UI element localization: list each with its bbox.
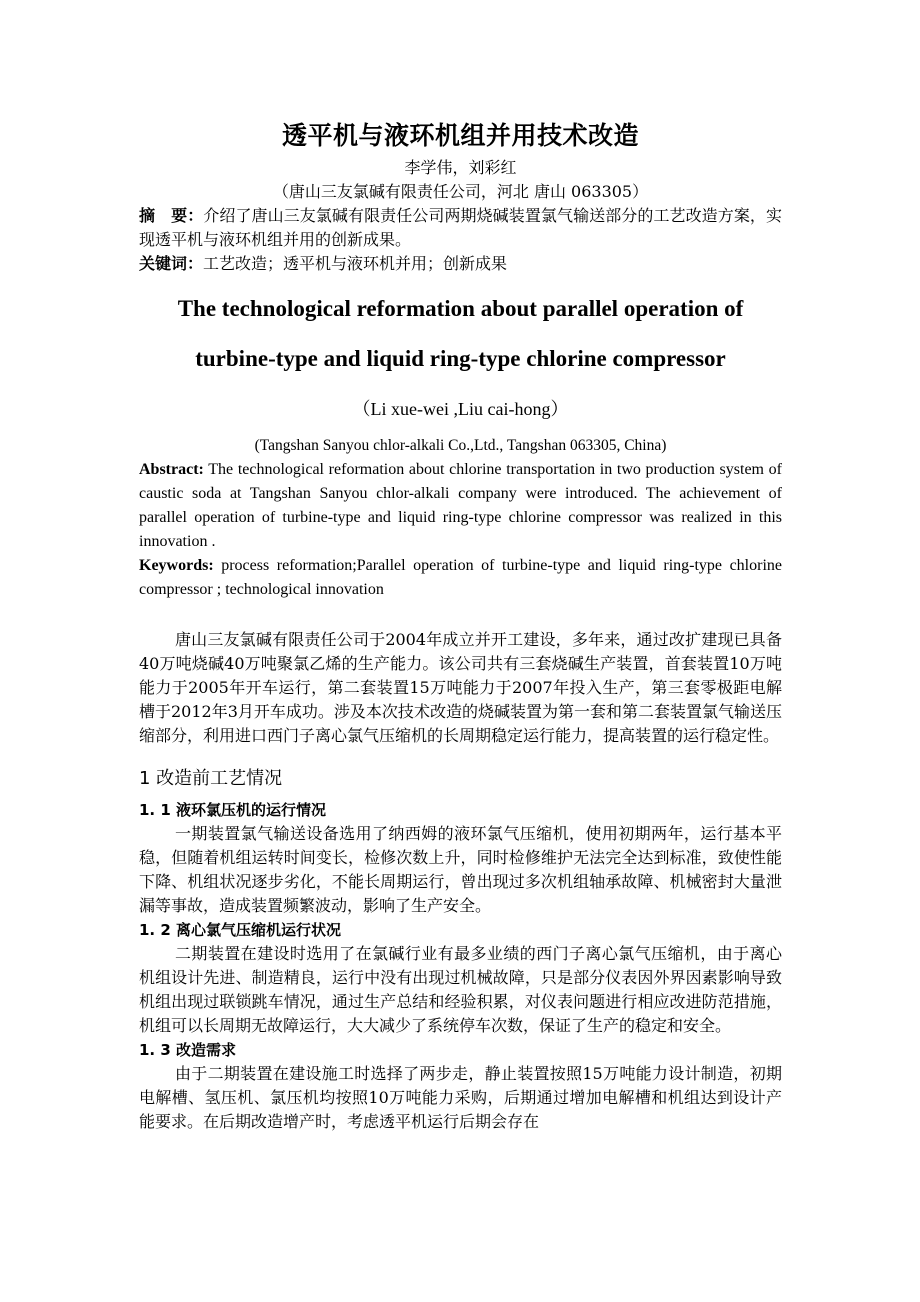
authors-cn: 李学伟，刘彩红: [404, 158, 517, 177]
section1-2-heading: 1. 2 离心氯气压缩机运行状况: [139, 921, 342, 939]
abstract-cn: [139, 204, 782, 252]
title-cn: 透平机与液环机组并用技术改造: [281, 121, 639, 150]
intro-paragraph: 唐山三友氯碱有限责任公司于2004年成立并开工建设，多年来，通过改扩建现已具备40万吨烧碱40万吨聚氯乙烯的生产能力。该公司共有三套烧碱生产装置，首套装置10万吨能力于2005年开车运行，第二套装置15万吨能力于2007年投入生产，第三套零极距电解槽于2012年3月开车成功。涉及本次技术改造的烧碱装置为第一套和第二套装置氯气输送压缩部分，利用进口西门子离心氯气压缩机的长周期稳定运行能力，提高装置的运行稳定性。: [139, 630, 782, 745]
keywords-en-label: Keywords:: [139, 557, 214, 574]
keywords-cn-label: 关键词：: [139, 254, 204, 273]
abstract-cn-label: 摘 要：: [139, 206, 204, 225]
section1-3-heading: 1. 3 改造需求: [139, 1041, 237, 1059]
keywords-en-text: process reformation;Parallel operation of turbine-type and liquid ring-type chlorine compressor ; technological innovation: [139, 557, 782, 598]
affiliation-en: (Tangshan Sanyou chlor-alkali Co.,Ltd., Tangshan 063305, China): [254, 437, 667, 454]
keywords-cn: [139, 252, 782, 276]
authors-en: （Li xue-wei ,Liu cai-hong）: [352, 399, 569, 419]
affiliation-cn: （唐山三友氯碱有限责任公司，河北 唐山 063305）: [272, 182, 649, 201]
keywords-cn-text: 工艺改造；透平机与液环机并用；创新成果: [203, 254, 508, 273]
title-en-line2: turbine-type and liquid ring-type chlorine compressor: [195, 346, 726, 371]
title-en: [139, 284, 782, 384]
keywords-en: [139, 554, 782, 602]
abstract-en-label: Abstract:: [139, 461, 204, 478]
abstract-cn-text: 介绍了唐山三友氯碱有限责任公司两期烧碱装置氯气输送部分的工艺改造方案，实现透平机与液环机组并用的创新成果。: [139, 206, 782, 249]
document-page: [139, 108, 782, 1134]
abstract-en: [139, 458, 782, 554]
section1-1-paragraph: 一期装置氯气输送设备选用了纳西姆的液环氯气压缩机，使用初期两年，运行基本平稳，但随着机组运转时间变长，检修次数上升，同时检修维护无法完全达到标准，致使性能下降、机组状况逐步劣化，不能长周期运行，曾出现过多次机组轴承故障、机械密封大量泄漏等事故，造成装置频繁波动，影响了生产安全。: [139, 824, 782, 915]
section1-3-paragraph: 由于二期装置在建设施工时选择了两步走，静止装置按照15万吨能力设计制造，初期电解槽、氢压机、氯压机均按照10万吨能力采购，后期通过增加电解槽和机组达到设计产能要求。在后期改造增产时，考虑透平机运行后期会存在: [139, 1064, 782, 1131]
section1-2-paragraph: 二期装置在建设时选用了在氯碱行业有最多业绩的西门子离心氯气压缩机，由于离心机组设计先进、制造精良，运行中没有出现过机械故障，只是部分仪表因外界因素影响导致机组出现过联锁跳车情况，通过生产总结和经验积累，对仪表问题进行相应改进防范措施，机组可以长周期无故障运行，大大减少了系统停车次数，保证了生产的稳定和安全。: [139, 944, 782, 1035]
title-en-line1: The technological reformation about parallel operation of: [177, 296, 744, 321]
section1-1-heading: 1. 1 液环氯压机的运行情况: [139, 801, 327, 819]
section1-heading: 1 改造前工艺情况: [139, 768, 283, 789]
abstract-en-text: The technological reformation about chlorine transportation in two production system of caustic soda at Tangshan Sanyou chlor-alkali company were introduced. The achievement of parallel operation of turbine-type and liquid ring-type chlorine compressor was realized in this innovation .: [139, 461, 782, 550]
